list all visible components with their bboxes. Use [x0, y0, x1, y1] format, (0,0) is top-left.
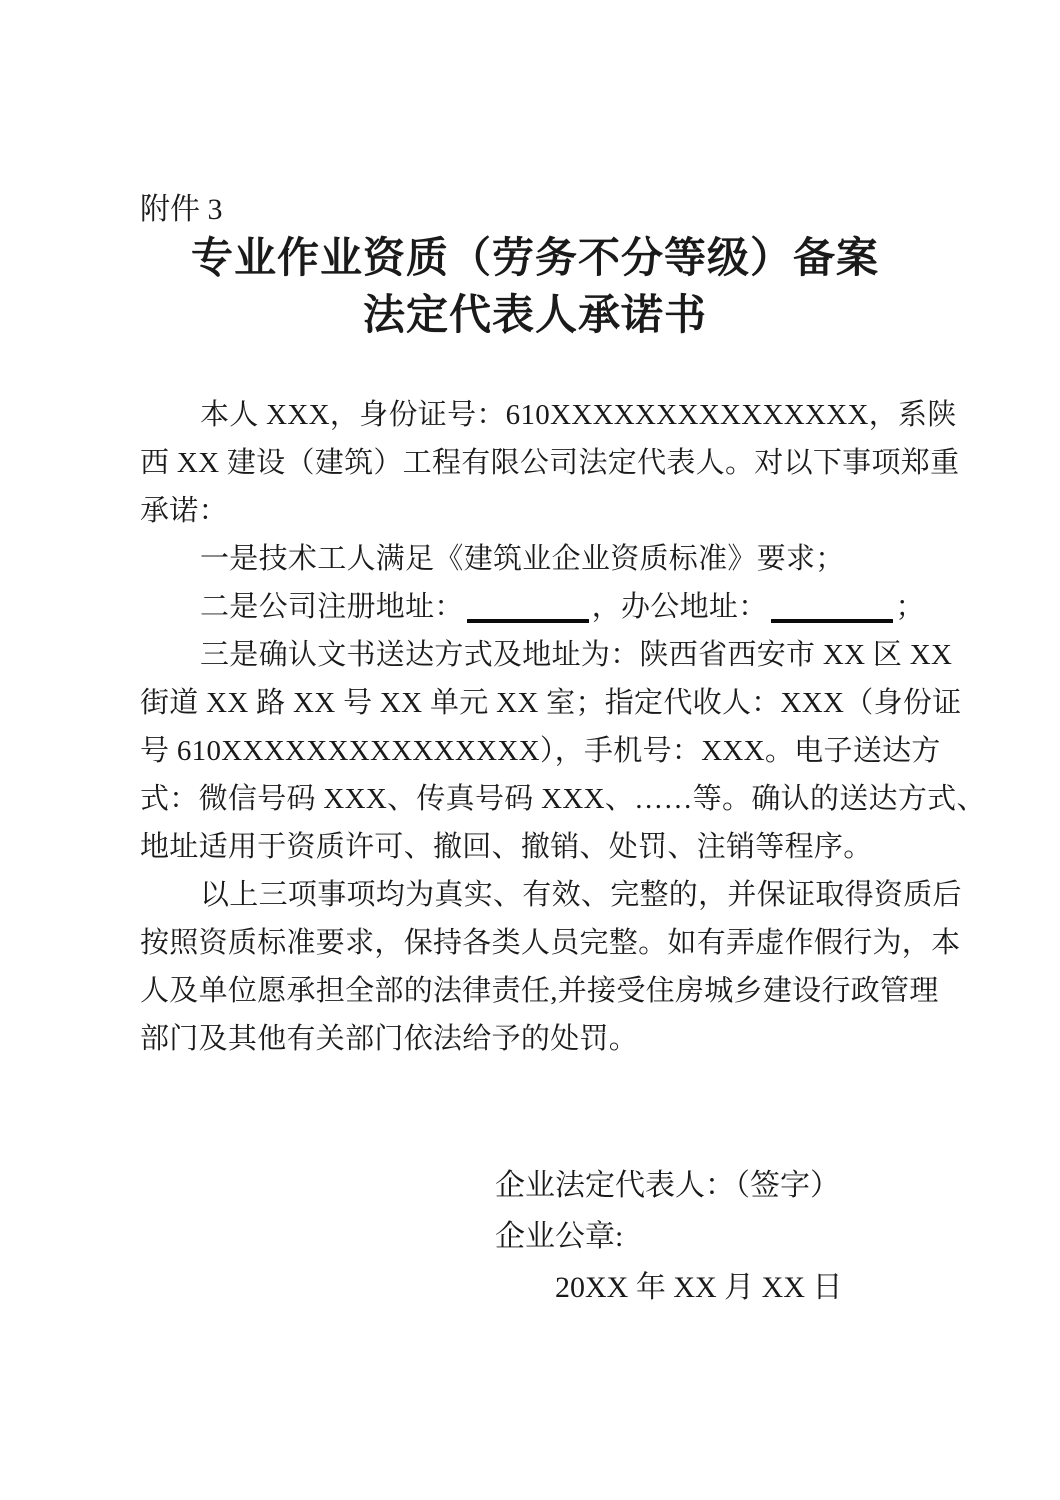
closing-paragraph-line-2: 按照资质标准要求，保持各类人员完整。如有弄虚作假行为，本 [140, 927, 961, 959]
closing-paragraph-line-4: 部门及其他有关部门依法给予的处罚。 [140, 1023, 639, 1055]
date-line: 20XX 年 XX 月 XX 日 [555, 1271, 843, 1304]
commitment-item-3-line-5: 地址适用于资质许可、撤回、撤销、处罚、注销等程序。 [140, 831, 873, 863]
commitment-item-1: 一是技术工人满足《建筑业企业资质标准》要求； [200, 543, 845, 575]
office-address-blank-line [771, 601, 893, 623]
document-title-line-1: 专业作业资质（劳务不分等级）备案 [190, 236, 879, 282]
closing-paragraph-line-3: 人及单位愿承担全部的法律责任,并接受住房城乡建设行政管理 [140, 975, 939, 1007]
document-body [140, 391, 986, 1063]
company-seal-line: 企业公章: [495, 1220, 624, 1253]
commitment-item-3-line-3: 号 610XXXXXXXXXXXXXXX），手机号：XXX。电子送达方 [140, 735, 941, 767]
intro-paragraph-line-3: 承诺： [140, 495, 228, 527]
registered-address-blank-line [467, 601, 589, 623]
item-2-end-punctuation: ； [895, 591, 925, 623]
closing-paragraph-line-1: 以上三项事项均为真实、有效、完整的，并保证取得资质后 [200, 879, 962, 911]
legal-representative-signature-line: 企业法定代表人：（签字） [495, 1169, 840, 1202]
registered-address-label: 二是公司注册地址： [200, 591, 464, 623]
intro-paragraph-line-1: 本人 XXX，身份证号：610XXXXXXXXXXXXXXX，系陕 [200, 399, 957, 431]
commitment-item-3-line-2: 街道 XX 路 XX 号 XX 单元 XX 室；指定代收人：XXX（身份证 [140, 687, 962, 719]
commitment-item-2 [140, 583, 940, 631]
document-title-line-2: 法定代表人承诺书 [362, 293, 707, 339]
commitment-item-3-line-1: 三是确认文书送达方式及地址为：陕西省西安市 XX 区 XX [200, 639, 953, 671]
office-address-label: ，办公地址： [591, 591, 768, 623]
attachment-number-label: 附件 3 [140, 193, 223, 226]
signature-block [495, 1160, 843, 1313]
document-title [135, 231, 935, 345]
intro-paragraph-line-2: 西 XX 建设（建筑）工程有限公司法定代表人。对以下事项郑重 [140, 447, 960, 479]
commitment-item-3-line-4: 式：微信号码 XXX、传真号码 XXX、……等。确认的送达方式、 [140, 783, 986, 815]
